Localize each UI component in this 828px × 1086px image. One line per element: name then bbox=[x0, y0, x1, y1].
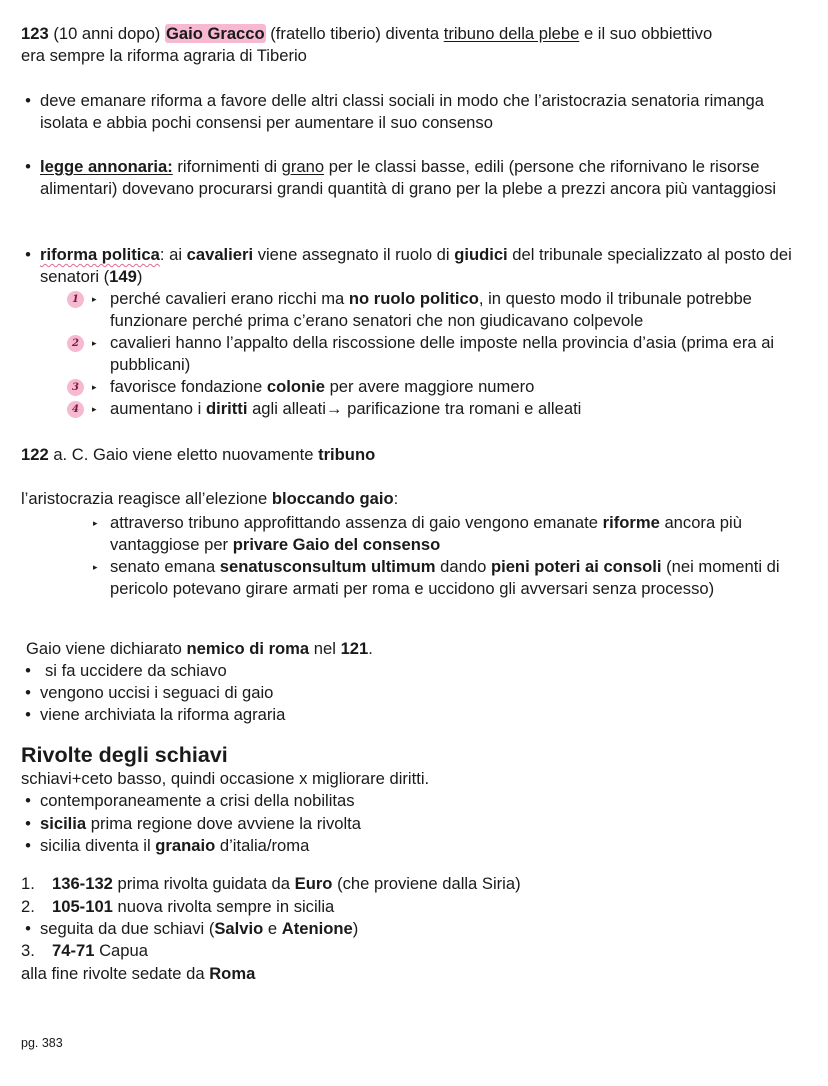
years-span: 105-101 bbox=[52, 897, 113, 916]
bold-span: no ruolo politico bbox=[348, 289, 479, 308]
text-span: . bbox=[368, 639, 373, 658]
bold-span: giudici bbox=[454, 245, 508, 264]
list-number: 1. bbox=[21, 874, 35, 893]
bullet-item bbox=[21, 244, 801, 288]
slaves-end bbox=[21, 963, 811, 985]
bullet-item bbox=[21, 918, 801, 940]
text-span: , in questo modo il tribunale potrebbe funzionare perché prima c’erano senatori che non giudicavano colpevole bbox=[110, 289, 752, 330]
bold-span: diritti bbox=[205, 399, 248, 418]
bullet-dot-icon: • bbox=[25, 836, 31, 855]
intro-role: tribuno della plebe bbox=[443, 24, 580, 43]
number-circle-icon: 3 bbox=[67, 379, 84, 396]
number-circle-icon: 4 bbox=[67, 401, 84, 418]
text-span: perché cavalieri erano ricchi ma bbox=[110, 289, 345, 308]
bullet-item bbox=[21, 90, 801, 134]
slaves-intro: schiavi+ceto basso, quindi occasione x migliorare diritti. bbox=[21, 769, 430, 788]
text-span: rifornimenti di bbox=[177, 157, 278, 176]
text-span: del tribunale specializzato al posto dei senatori ( bbox=[40, 245, 792, 286]
text-span: prima rivolta guidata da bbox=[117, 874, 291, 893]
text-span: prima regione dove avviene la rivolta bbox=[90, 814, 362, 833]
triangle-bullet-icon: ▸ bbox=[93, 518, 98, 528]
bold-span: Roma bbox=[209, 964, 256, 983]
bullet-item bbox=[21, 835, 801, 857]
sub-item bbox=[90, 556, 802, 600]
bold-span: privare Gaio del consenso bbox=[232, 535, 441, 554]
sub-item-text bbox=[110, 398, 802, 420]
bold-span: cavalieri bbox=[186, 245, 254, 264]
grano-word: grano bbox=[281, 157, 325, 176]
bullet-text: vengono uccisi i seguaci di gaio bbox=[40, 683, 274, 702]
intro-line2: era sempre la riforma agraria di Tiberio bbox=[21, 46, 307, 65]
bullet-text bbox=[40, 918, 801, 940]
bold-span: bloccando gaio bbox=[271, 489, 394, 508]
bullet-dot-icon: • bbox=[25, 705, 31, 724]
section-heading: Rivolte degli schiavi bbox=[21, 743, 228, 767]
bullet-dot-icon: • bbox=[25, 91, 31, 110]
bullet-item bbox=[21, 813, 801, 835]
bold-span: Euro bbox=[294, 874, 333, 893]
text-span: nuova rivolta sempre in sicilia bbox=[117, 897, 335, 916]
page-number: pg. 383 bbox=[21, 1036, 63, 1050]
bullet-item bbox=[21, 790, 801, 812]
ordered-item bbox=[21, 873, 801, 895]
text-span: e bbox=[267, 919, 278, 938]
text-span: senato emana bbox=[110, 557, 216, 576]
sub-item-text: cavalieri hanno l’appalto della riscossione delle imposte nella provincia d’asia (prima era ai pubblicani) bbox=[110, 333, 775, 374]
sub-item bbox=[72, 376, 802, 398]
years-span: 74-71 bbox=[52, 941, 95, 960]
ordered-item-text bbox=[52, 873, 801, 895]
text-span: : bbox=[393, 489, 399, 508]
bullet-text: viene archiviata la riforma agraria bbox=[40, 705, 286, 724]
bullet-text bbox=[40, 813, 801, 835]
sub-item-text bbox=[110, 556, 802, 600]
text-span: ) bbox=[352, 919, 359, 938]
riforma-politica-label: riforma politica bbox=[40, 245, 160, 264]
text-span: favorisce fondazione bbox=[110, 377, 263, 396]
bold-span: colonie bbox=[266, 377, 325, 396]
bold-span: Salvio bbox=[214, 919, 264, 938]
bullet-dot-icon: • bbox=[25, 791, 31, 810]
list-number: 3. bbox=[21, 941, 35, 960]
intro-year: 123 bbox=[21, 24, 49, 43]
reaction-paragraph bbox=[21, 488, 811, 510]
text-span: nel bbox=[313, 639, 336, 658]
triangle-bullet-icon: ▸ bbox=[93, 562, 98, 572]
ordered-item bbox=[21, 896, 801, 918]
ordered-item-text bbox=[52, 940, 801, 962]
bullet-dot-icon: • bbox=[25, 919, 31, 938]
ordered-item-text bbox=[52, 896, 801, 918]
sub-item bbox=[72, 332, 802, 376]
legge-annonaria-label: legge annonaria: bbox=[40, 157, 173, 176]
text-span: aumentano i bbox=[110, 399, 202, 418]
text-span: viene assegnato il ruolo di bbox=[257, 245, 450, 264]
bold-span: senatusconsultum ultimum bbox=[219, 557, 436, 576]
bullet-text: contemporaneamente a crisi della nobilitas bbox=[40, 791, 355, 810]
text-span: seguita da due schiavi ( bbox=[40, 919, 215, 938]
arrow-icon: → bbox=[325, 399, 343, 418]
intro-paren: (10 anni dopo) bbox=[53, 24, 161, 43]
bullet-text: deve emanare riforma a favore delle altri classi sociali in modo che l’aristocrazia senatoria rimanga isolata e abbia pochi consensi per aumentare il suo consenso bbox=[40, 91, 764, 132]
year-span: 122 bbox=[21, 445, 49, 464]
text-span: per avere maggiore numero bbox=[329, 377, 535, 396]
text-span: ) bbox=[136, 267, 143, 286]
bullet-text bbox=[40, 156, 801, 200]
sub-item-text bbox=[110, 512, 802, 556]
triangle-bullet-icon: ▸ bbox=[92, 294, 97, 304]
text-span: a. C. Gaio viene eletto nuovamente bbox=[53, 445, 314, 464]
text-span: Capua bbox=[99, 941, 148, 960]
triangle-bullet-icon: ▸ bbox=[92, 404, 97, 414]
bullet-item bbox=[21, 156, 801, 200]
bullet-item bbox=[21, 682, 801, 704]
number-circle-icon: 2 bbox=[67, 335, 84, 352]
bold-span: sicilia bbox=[40, 814, 87, 833]
sub-item-text bbox=[110, 376, 802, 398]
text-span: dando bbox=[440, 557, 487, 576]
bullet-dot-icon: • bbox=[25, 683, 31, 702]
text-span: (che proviene dalla Siria) bbox=[337, 874, 521, 893]
bullet-dot-icon: • bbox=[25, 661, 31, 680]
text-span: l’aristocrazia reagisce all’elezione bbox=[21, 489, 268, 508]
text-span: ancora più vantaggiose per bbox=[110, 513, 742, 554]
triangle-bullet-icon: ▸ bbox=[92, 382, 97, 392]
bullet-text bbox=[40, 244, 801, 288]
triangle-bullet-icon: ▸ bbox=[92, 338, 97, 348]
enemy-paragraph bbox=[26, 638, 816, 660]
bold-span: riforme bbox=[602, 513, 660, 532]
sub-item bbox=[90, 512, 802, 556]
number-circle-icon: 1 bbox=[67, 291, 84, 308]
bullet-item bbox=[21, 704, 801, 726]
text-span: d’italia/roma bbox=[219, 836, 310, 855]
intro-text-a: (fratello tiberio) diventa bbox=[270, 24, 440, 43]
bold-span: granaio bbox=[155, 836, 216, 855]
bullet-dot-icon: • bbox=[25, 245, 31, 264]
sub-item bbox=[72, 288, 802, 332]
sub-item-text bbox=[110, 288, 802, 332]
text-span: attraverso tribuno approfittando assenza di gaio vengono emanate bbox=[110, 513, 599, 532]
intro-paragraph bbox=[21, 23, 811, 67]
years-span: 136-132 bbox=[52, 874, 113, 893]
text-span: Gaio viene dichiarato bbox=[26, 639, 182, 658]
bold-span: nemico di roma bbox=[186, 639, 310, 658]
text-span: : ai bbox=[159, 245, 183, 264]
text-span: parificazione tra romani e alleati bbox=[347, 399, 582, 418]
bullet-dot-icon: • bbox=[25, 157, 31, 176]
intro-text-b: e il suo obbiettivo bbox=[583, 24, 713, 43]
bullet-item bbox=[21, 660, 801, 682]
bullet-text bbox=[40, 835, 801, 857]
year-span: 121 bbox=[340, 639, 369, 658]
bullet-text: si fa uccidere da schiavo bbox=[45, 661, 227, 680]
bold-span: Atenione bbox=[281, 919, 353, 938]
text-span: alla fine rivolte sedate da bbox=[21, 964, 205, 983]
bold-span: pieni poteri ai consoli bbox=[490, 557, 662, 576]
bullet-dot-icon: • bbox=[25, 814, 31, 833]
bold-span: tribuno bbox=[318, 445, 376, 464]
ordered-item bbox=[21, 940, 801, 962]
text-span: agli alleati bbox=[252, 399, 326, 418]
highlighted-name: Gaio Gracco bbox=[165, 24, 265, 43]
text-span: per le classi basse, edili (persone che rifornivano le risorse alimentari) dovevano procurarsi grandi quantità di grano per la plebe a prezzi ancora più vantaggiosi bbox=[40, 157, 777, 198]
list-number: 2. bbox=[21, 897, 35, 916]
text-span: (nei momenti di pericolo potevano girare armati per roma e uccidono gli avversari senza processo) bbox=[110, 557, 780, 598]
year-span: 149 bbox=[109, 267, 137, 286]
gaio-122-paragraph bbox=[21, 444, 811, 466]
sub-item bbox=[72, 398, 802, 420]
text-span: sicilia diventa il bbox=[40, 836, 151, 855]
